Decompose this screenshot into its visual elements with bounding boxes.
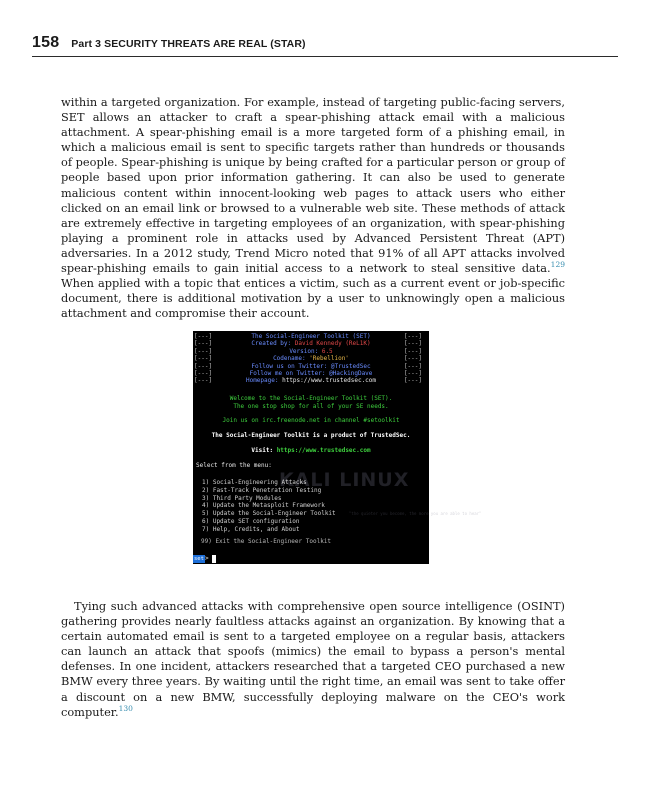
banner-text [250,370,373,377]
set-banner [193,333,429,385]
banner-value: 6.5 [321,347,333,355]
banner-bracket-left: [---] [194,333,213,340]
running-header [32,34,618,57]
banner-text [289,348,332,355]
terminal-welcome-line: Welcome to the Social-Engineer Toolkit (SET). [229,395,393,402]
kali-linux-watermark: KALI LINUX [279,469,410,491]
terminal-cursor [212,555,216,563]
terminal-irc-line: Join us on irc.freenode.net in channel #setoolkit [222,417,400,424]
terminal-visit-line [193,447,429,454]
banner-value: @TrustedSec [330,362,371,370]
banner-bracket-left: [---] [194,369,213,377]
banner-bracket-right: [---] [403,362,422,370]
banner-value: 'Rebellion' [309,355,349,363]
banner-line [193,355,429,362]
terminal-product-line: The Social-Engineer Toolkit is a product of TrustedSec. [211,432,411,439]
banner-label: Homepage: [245,377,283,385]
banner-line [193,377,429,384]
body-paragraph-2 [61,599,565,720]
menu-item-exit: 99) Exit the Social-Engineer Toolkit [201,538,332,545]
footnote-ref-129[interactable]: 129 [550,260,565,270]
banner-label: Version: [289,347,322,355]
banner-bracket-right: [---] [403,369,422,377]
visit-url: https://www.trustedsec.com [276,447,371,454]
banner-line [193,348,429,355]
banner-text: The Social-Engineer Toolkit (SET) [251,333,371,340]
banner-label: Codename: [273,355,310,363]
set-prompt [193,555,216,563]
banner-value: David Kennedy (ReL1K) [294,340,371,348]
prompt-symbol: > [204,555,209,563]
menu-item-6: 6) Update SET configuration [202,517,300,525]
paragraph-1-text-continued: When applied with a topic that entices a victim, such as a current event or job-specific document, there is additional motivation by a user to unknowingly open a malicious attachment and compromise their account. [61,276,565,321]
banner-line [193,370,429,377]
prompt-label: set [194,556,204,562]
menu-item-1: 1) Social-Engineering Attacks [202,479,307,486]
set-terminal-screenshot [193,331,482,564]
banner-bracket-right: [---] [403,355,422,363]
body-paragraph-1 [61,95,565,321]
banner-bracket-right: [---] [403,333,422,340]
banner-bracket-left: [---] [194,362,213,370]
terminal-select-prompt: Select from the menu: [196,462,272,469]
banner-text [251,363,370,370]
menu-item-5: 5) Update the Social-Engineer Toolkit [202,510,336,518]
banner-line [193,363,429,370]
banner-bracket-right: [---] [403,377,422,385]
paragraph-2-text: Tying such advanced attacks with comprehensive open source intelligence (OSINT) gathering provides nearly faultless attacks against an organization. By knowing that a certain automated email is sent to a targeted employee on a regular basis, attackers can launch an attack that spoofs (mimics) the email to bypass a person's mental defenses. In one incident, attackers researched that a targeted CEO purchased a new BMW every three years. By waiting until the right time, an email was sent to take offer a discount on a new BMW, successfully deploying malware on the CEO's work computer. [61,599,565,719]
menu-item-7: 7) Help, Credits, and About [202,525,300,533]
banner-text [251,340,370,347]
terminal-one-stop-line: The one stop shop for all of your SE needs. [233,402,389,410]
banner-bracket-right: [---] [403,347,422,355]
banner-line [193,333,429,340]
visit-label: Visit: [251,447,277,454]
page-number: 158 [32,34,60,51]
banner-value: @HackingDave [329,369,373,377]
banner-text [273,355,349,362]
banner-text [246,377,376,384]
banner-bracket-left: [---] [194,340,213,348]
banner-label: Follow me on Twitter: [249,369,330,377]
menu-item-4: 4) Update the Metasploit Framework [202,502,325,510]
footnote-ref-130[interactable]: 130 [118,703,133,713]
running-head-title: Part 3 SECURITY THREATS ARE REAL (STAR) [71,38,306,50]
set-main-menu [202,479,336,534]
kali-watermark-tagline: "the quieter you become, the more you are able to hear" [349,511,482,516]
menu-item-3: 3) Third Party Modules [202,494,282,502]
banner-label: Follow us on Twitter: [251,362,331,370]
banner-value: https://www.trustedsec.com [282,377,377,385]
banner-label: Created by: [251,340,295,348]
paragraph-1-text: within a targeted organization. For example, instead of targeting public-facing servers, SET allows an attacker to craft a spear-phishing attack email with a malicious attachment. A spear-phishing email is a more targeted form of a phishing email, in which a malicious email is sent to specific targets rather than hundreds or thousands of people. Spear-phishing is unique by being crafted for a particular person or group of people based upon prior information gathering. It can also be used to generate malicious content within innocent-looking web pages to attack users who either clicked on an email link or browsed to a vulnerable web site. These methods of attack are extremely effective in targeting employees of an organization, with spear-phishing playing a prominent role in attacks used by Advanced Persistent Threat (APT) adversaries. In a 2012 study, Trend Micro noted that 91% of all APT attacks involved spear-phishing emails to gain initial access to a network to steal sensitive data. [61,95,565,276]
banner-line [193,340,429,347]
banner-bracket-left: [---] [194,347,213,355]
banner-bracket-left: [---] [194,355,213,363]
banner-bracket-left: [---] [194,377,213,385]
banner-bracket-right: [---] [403,340,422,348]
menu-item-2: 2) Fast-Track Penetration Testing [202,486,322,494]
